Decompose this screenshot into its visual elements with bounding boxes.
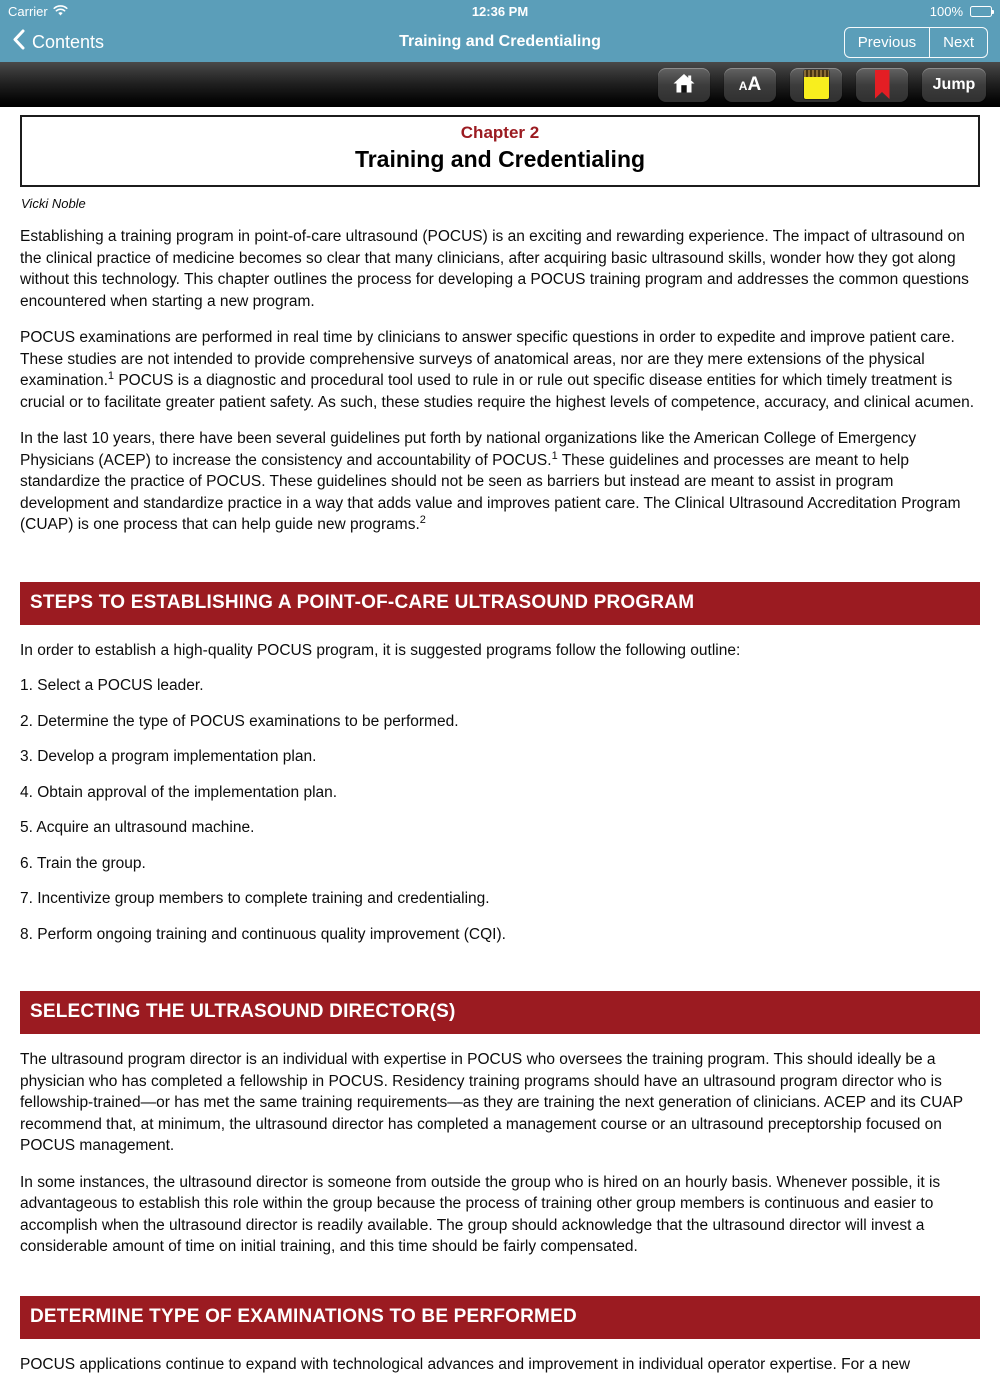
- battery-percent: 100%: [930, 4, 963, 19]
- paragraph: The ultrasound program director is an individual with expertise in POCUS who oversees the training program. This should ideally be a physician who has completed a fellowship in POCUS. Residency training programs should have an ultrasound program director who is fellowship-trained—or has met the same training requirements—as they are training the next generation of clinicians. ACEP and its CUAP recommend that, at minimum, the ultrasound director has completed a management course or an ultrasound preceptorship focused on POCUS management.: [20, 1049, 980, 1157]
- status-bar: [0, 0, 1000, 22]
- next-button[interactable]: Next: [929, 28, 987, 57]
- text-size-button[interactable]: [724, 68, 776, 102]
- list-item: 3. Develop a program implementation plan.: [20, 746, 980, 768]
- paragraph: POCUS applications continue to expand with technological advances and improvement in individual operator expertise. For a new: [20, 1354, 980, 1375]
- list-item: 1. Select a POCUS leader.: [20, 675, 980, 697]
- chapter-content: [0, 107, 1000, 1375]
- battery-icon: [970, 6, 992, 17]
- list-item: 8. Perform ongoing training and continuous quality improvement (CQI).: [20, 924, 980, 946]
- section-intro: In order to establish a high-quality POCUS program, it is suggested programs follow the following outline:: [20, 640, 980, 662]
- back-to-contents-button[interactable]: [12, 29, 104, 55]
- bookmark-icon: [875, 70, 890, 99]
- chapter-title: Training and Credentialing: [32, 146, 968, 173]
- footnote-ref-2[interactable]: 2: [420, 514, 426, 526]
- list-item: 5. Acquire an ultrasound machine.: [20, 817, 980, 839]
- back-label: Contents: [32, 32, 104, 53]
- notes-icon: [804, 70, 829, 99]
- footnote-ref-1[interactable]: 1: [108, 370, 114, 382]
- paragraph: POCUS examinations are performed in real time by clinicians to answer specific questions in order to expedite and improve patient care. These studies are not intended to provide comprehensive surveys of anatomical areas, nor are they mere extensions of the physical examination.$^1$ POCUS is a diagnostic and procedural tool used to rule in or rule out specific disease entities for which timely treatment is crucial or to facilitate greater patient safety. As such, these studies require the highest levels of competence, accuracy, and clinical acumen.: [20, 327, 980, 413]
- chapter-heading-box: [20, 115, 980, 187]
- notes-button[interactable]: [790, 68, 842, 102]
- footnote-ref-1[interactable]: 1: [552, 449, 558, 461]
- list-item: 2. Determine the type of POCUS examinations to be performed.: [20, 711, 980, 733]
- list-item: 6. Train the group.: [20, 853, 980, 875]
- section-header-director: SELECTING THE ULTRASOUND DIRECTOR(S): [20, 991, 980, 1034]
- list-item: 7. Incentivize group members to complete training and credentialing.: [20, 888, 980, 910]
- list-item: 4. Obtain approval of the implementation plan.: [20, 782, 980, 804]
- home-icon: [672, 71, 696, 98]
- jump-button[interactable]: Jump: [922, 68, 986, 102]
- paragraph: In some instances, the ultrasound director is someone from outside the group who is hired on an hourly basis. Whenever possible, it is advantageous to establish this role within the group because the process of training other group members is continuous and easier to accomplish when the ultrasound director is readily available. The group should acknowledge that the ultrasound director will invest a considerable amount of time on initial training, and this time should be fairly compensated.: [20, 1172, 980, 1258]
- bookmark-button[interactable]: [856, 68, 908, 102]
- nav-bar: [0, 22, 1000, 62]
- section-header-steps: STEPS TO ESTABLISHING A POINT-OF-CARE ULTRASOUND PROGRAM: [20, 582, 980, 625]
- paragraph: Establishing a training program in point-of-care ultrasound (POCUS) is an exciting and rewarding experience. The impact of ultrasound on the clinical practice of medicine becomes so clear that many clinicians, after acquiring basic ultrasound skills, wonder how they got along without this technology. This chapter outlines the process for developing a POCUS training program and addresses the common questions encountered when starting a new program.: [20, 226, 980, 312]
- pagination-control: [844, 27, 988, 58]
- page-title: Training and Credentialing: [0, 33, 1000, 51]
- wifi-icon: [53, 4, 68, 19]
- home-button[interactable]: [658, 68, 710, 102]
- chevron-left-icon: [12, 29, 25, 55]
- chapter-number: Chapter 2: [32, 123, 968, 143]
- reader-toolbar: [0, 62, 1000, 107]
- section-header-exams: DETERMINE TYPE OF EXAMINATIONS TO BE PERFORMED: [20, 1296, 980, 1339]
- carrier-label: Carrier: [8, 4, 48, 19]
- previous-button[interactable]: Previous: [845, 28, 929, 57]
- text-size-icon: AA: [739, 74, 761, 96]
- author-name: Vicki Noble: [21, 196, 980, 211]
- paragraph: In the last 10 years, there have been several guidelines put forth by national organizations like the American College of Emergency Physicians (ACEP) to increase the consistency and accountability of POCUS.$^1$ These guidelines and processes are meant to help standardize the practice of POCUS. These guidelines should not be seen as barriers but instead are meant to assist in program development and standardize practice in a way that adds value and improves patient care. The Clinical Ultrasound Accreditation Program (CUAP) is one process that can help guide new programs.$^2$: [20, 428, 980, 536]
- clock: 12:36 PM: [336, 4, 664, 19]
